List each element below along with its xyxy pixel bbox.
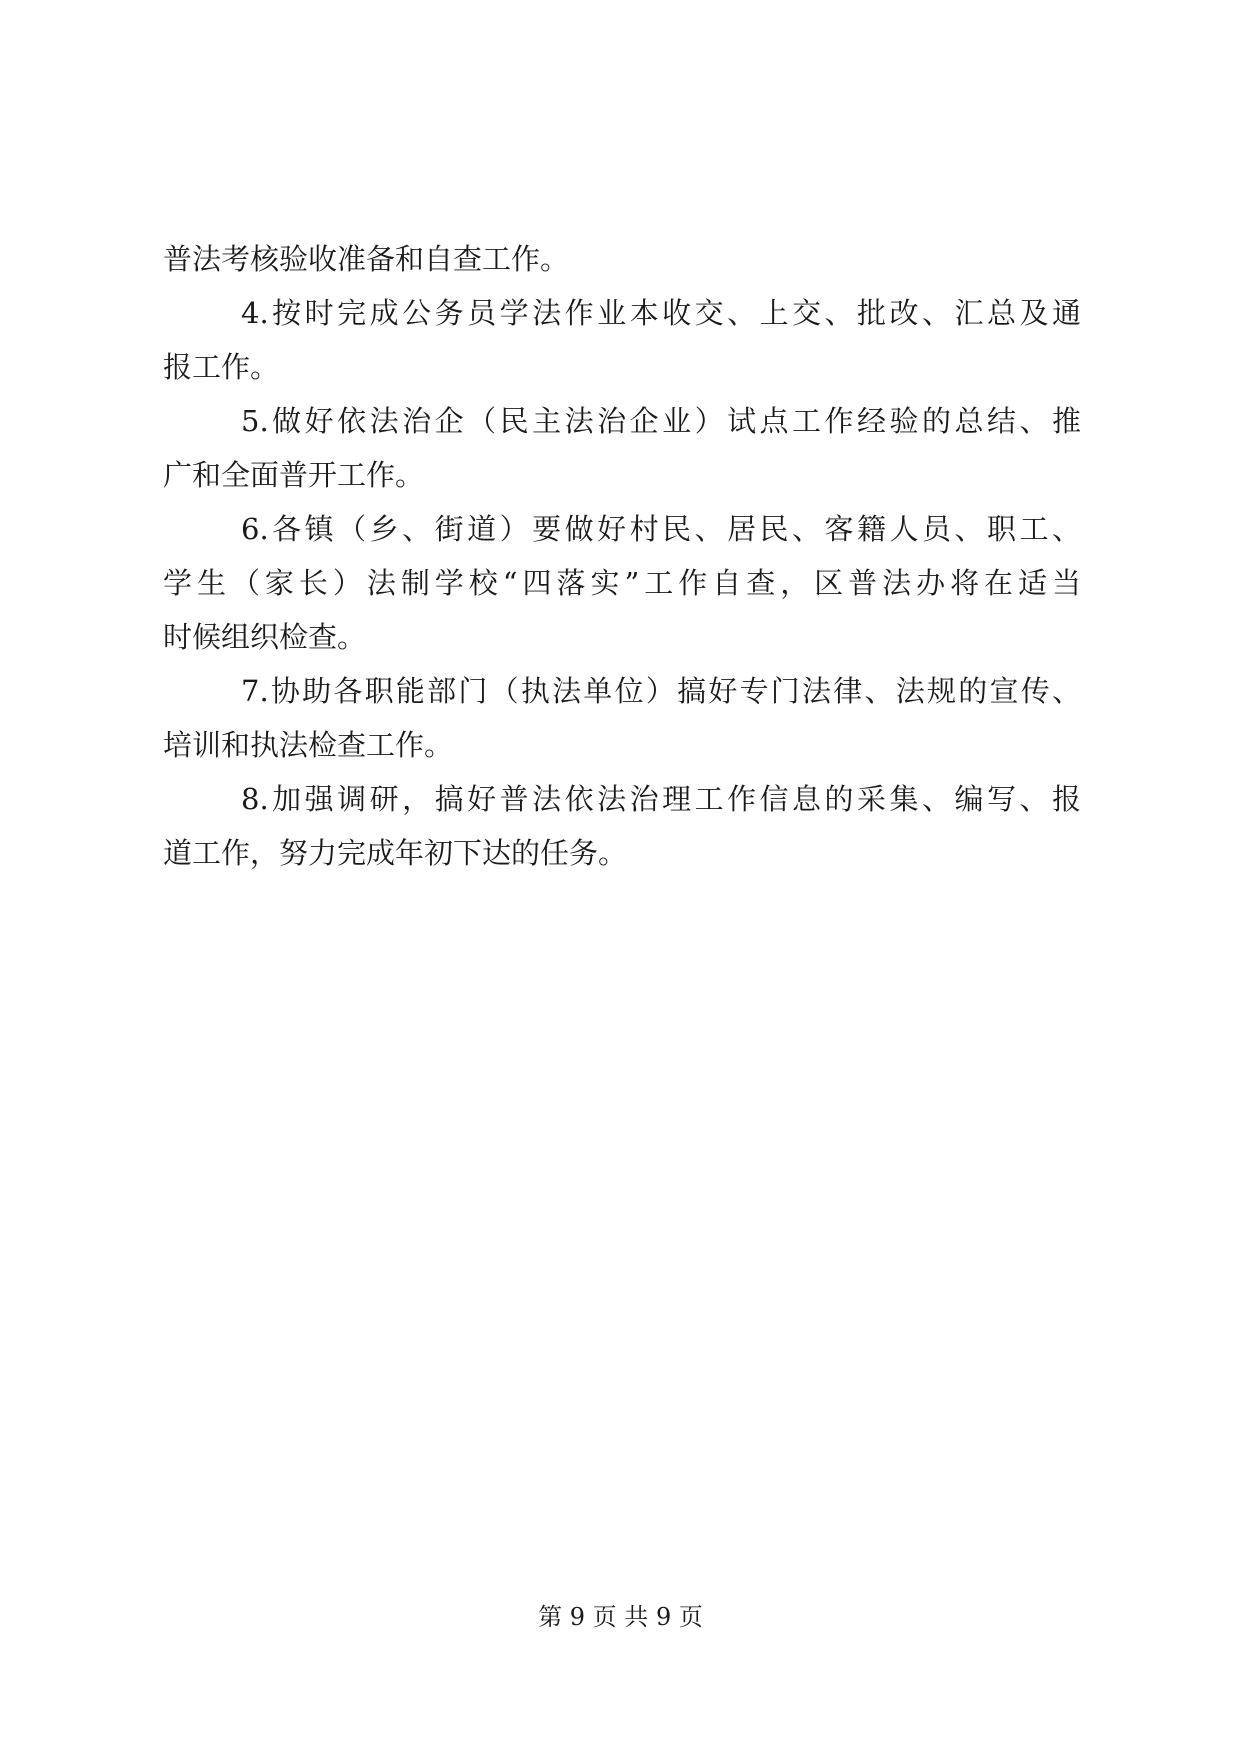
paragraph-5-line-2: 广和全面普开工作。 — [163, 458, 425, 492]
document-body — [163, 232, 1081, 880]
paragraph-5-line-1: 5.做好依法治企（民主法治企业）试点工作经验的总结、推 — [241, 404, 1081, 438]
paragraph-4-line-1: 4.按时完成公务员学法作业本收交、上交、批改、汇总及通 — [241, 296, 1081, 330]
paragraph-7-line-1: 7.协助各职能部门（执法单位）搞好专门法律、法规的宣传、 — [241, 674, 1081, 708]
paragraph-6-line-2: 学生（家长）法制学校“四落实”工作自查，区普法办将在适当 — [163, 566, 1081, 600]
paragraph-7-line-2: 培训和执法检查工作。 — [163, 728, 454, 762]
paragraph-6-line-3: 时候组织检查。 — [163, 620, 367, 654]
paragraph-4-line-2: 报工作。 — [163, 350, 280, 384]
paragraph-6-line-1: 6.各镇（乡、街道）要做好村民、居民、客籍人员、职工、 — [241, 512, 1081, 546]
paragraph-8-line-1: 8.加强调研，搞好普法依法治理工作信息的采集、编写、报 — [241, 782, 1081, 816]
paragraph-3-line-2: 普法考核验收准备和自查工作。 — [163, 242, 570, 276]
paragraph-8-line-2: 道工作，努力完成年初下达的任务。 — [163, 836, 628, 870]
page-number-footer: 第 9 页 共 9 页 — [538, 1603, 703, 1631]
